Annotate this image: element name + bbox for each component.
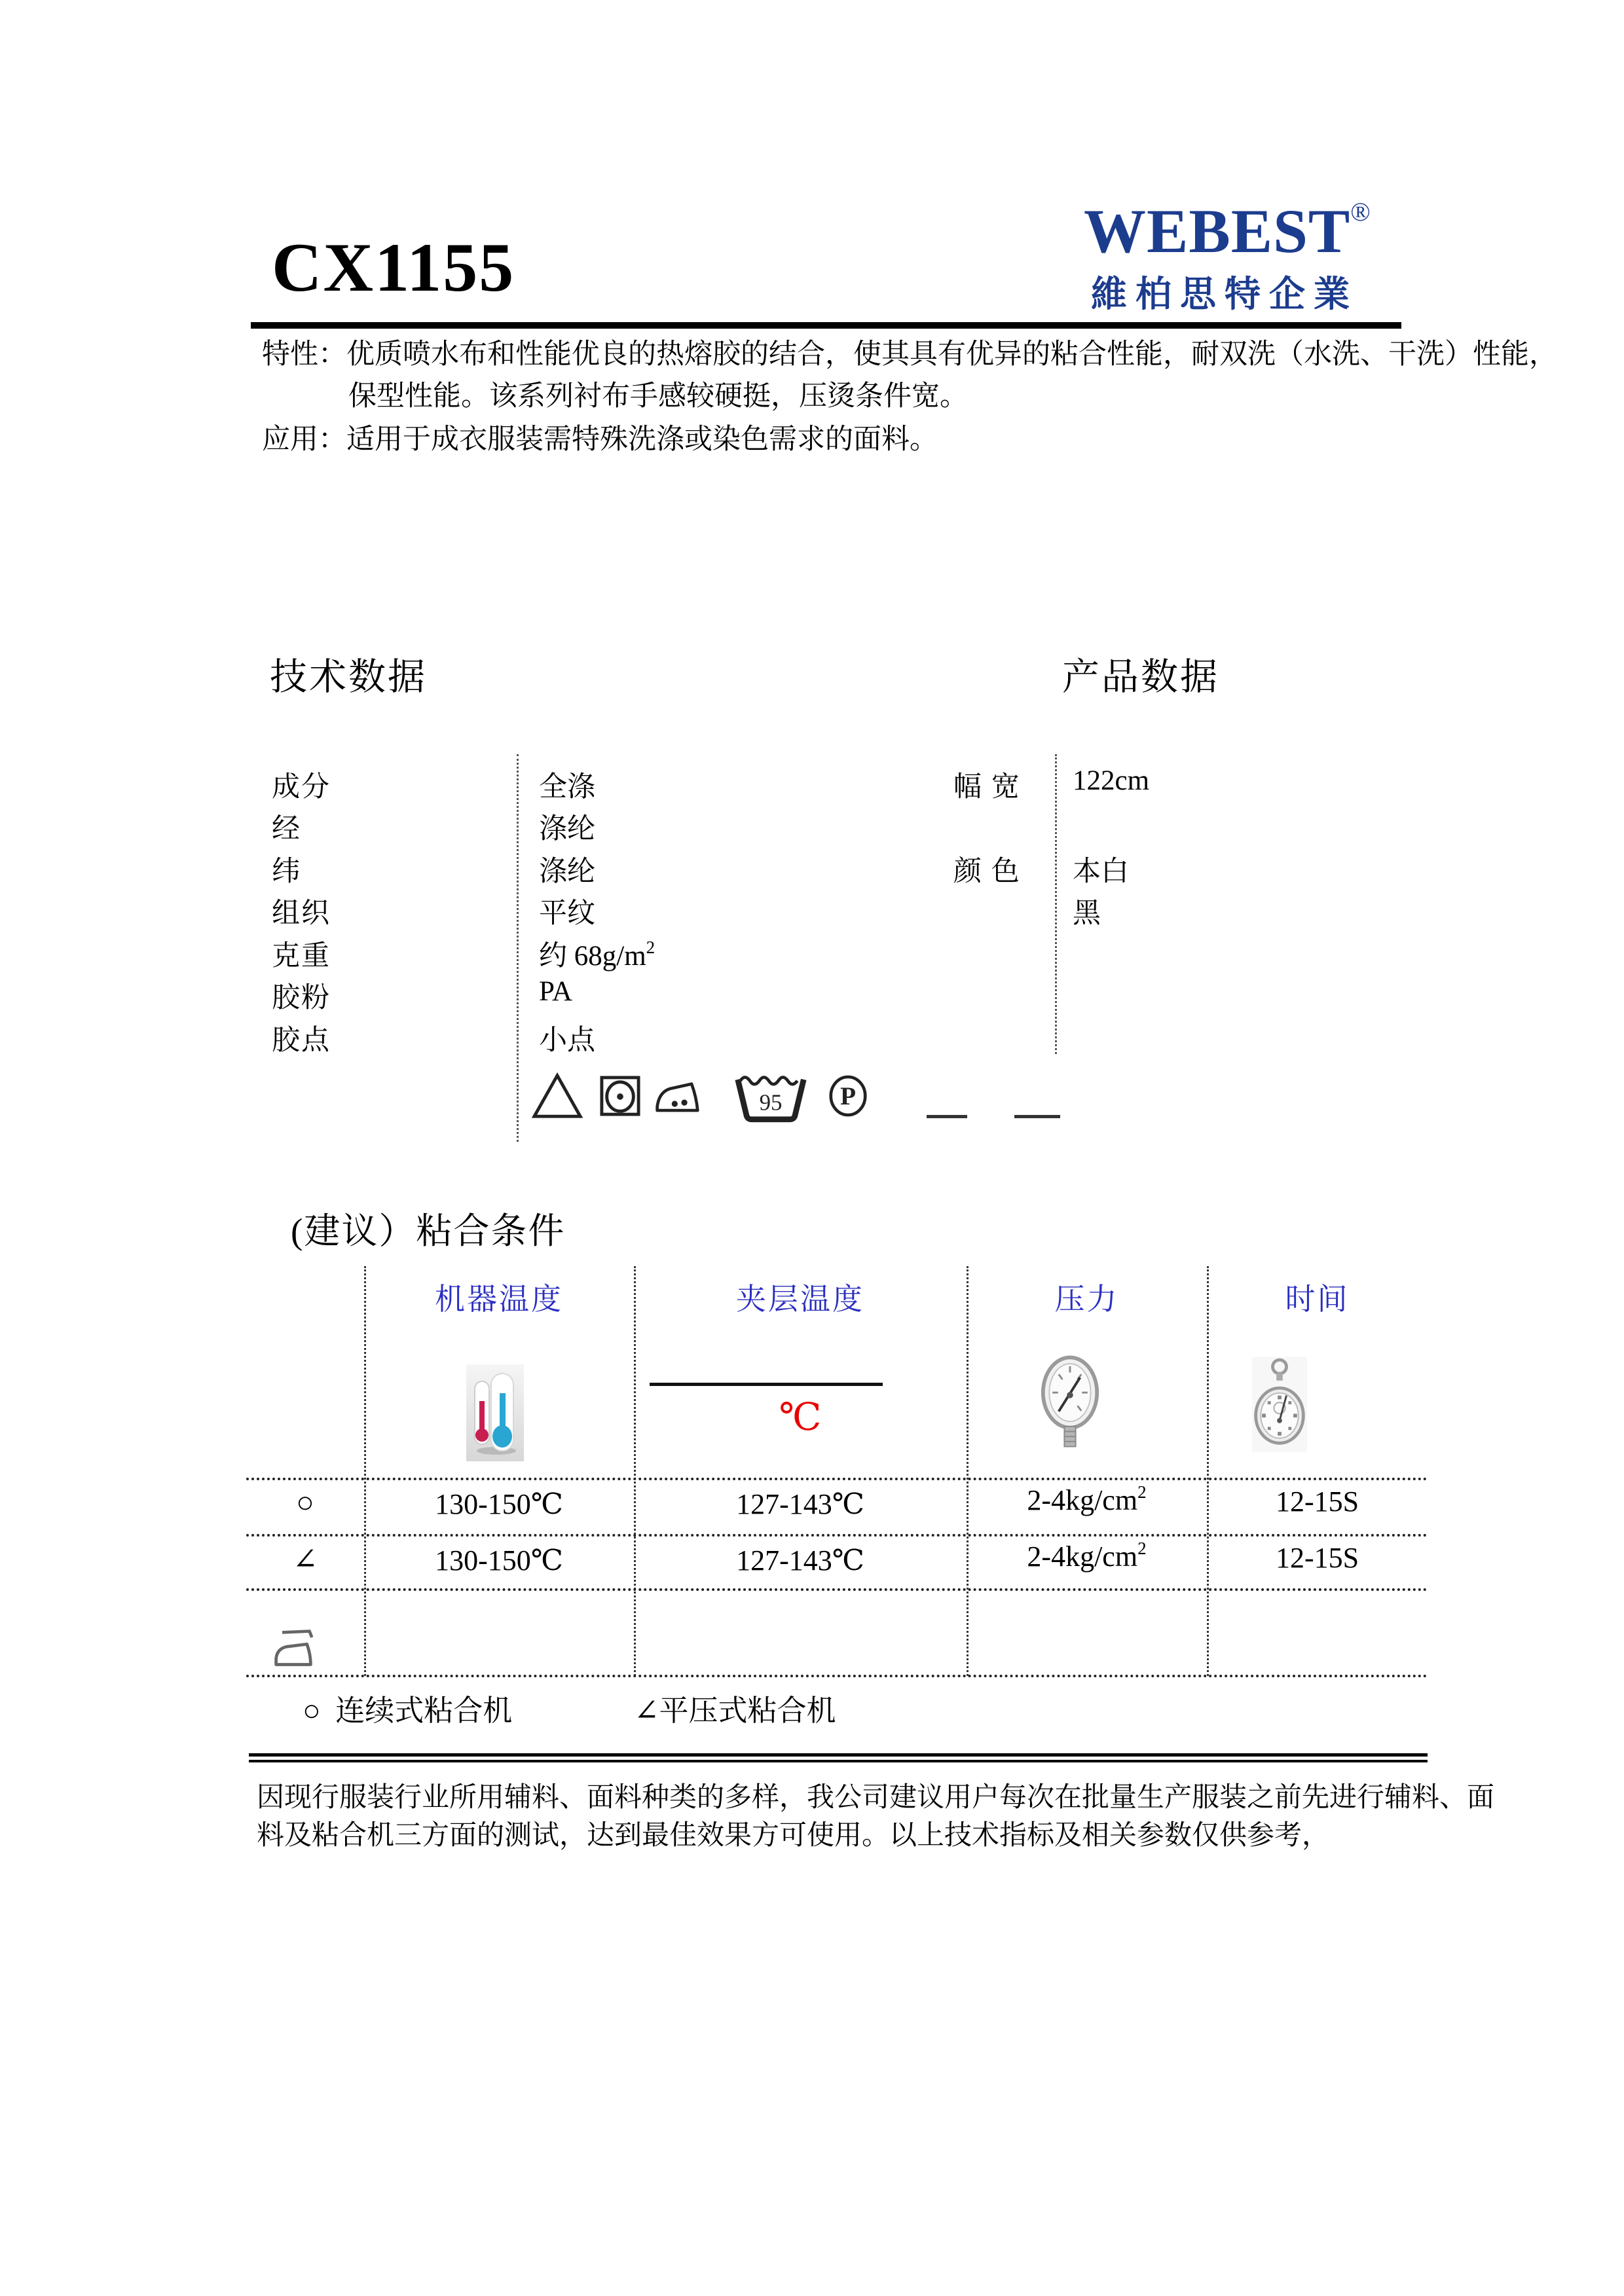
machine-temp-value: 130-150℃ [435, 1488, 563, 1520]
bonding-conditions-table [246, 1266, 1428, 1677]
application-label: 应用： [262, 424, 346, 455]
care-symbols-row [524, 1065, 1060, 1127]
machine-type-symbol: ∠ [292, 1542, 318, 1576]
bond-col-divider [634, 1266, 636, 1676]
width-label: 幅 宽 [953, 772, 1021, 803]
col-header-machine-temp: 机器温度 [435, 1283, 563, 1316]
angle-symbol: ∠ [634, 1694, 659, 1727]
bond-col-divider [967, 1266, 969, 1676]
pressure-superscript: 2 [1137, 1482, 1147, 1502]
care-blank-line [927, 1115, 967, 1118]
features-label: 特性： [262, 339, 346, 370]
celsius-symbol: ℃ [779, 1396, 822, 1438]
dry-clean-p-icon [828, 1074, 868, 1118]
bond-row-divider [246, 1478, 1428, 1480]
col-header-pressure: 压力 [1054, 1283, 1119, 1316]
stopwatch-icon [1251, 1355, 1308, 1457]
tech-row-label: 胶点 [272, 1025, 331, 1056]
iron-machine-icon [271, 1626, 316, 1673]
tech-row-value: 涤纶 [539, 856, 595, 887]
page-title: CX1155 [272, 229, 515, 306]
time-value: 12-15S [1275, 1542, 1359, 1574]
application-text: 适用于成衣服装需特殊洗涤或染色需求的面料。 [346, 424, 938, 455]
tech-row-value: 平纹 [539, 898, 595, 929]
care-blank-line [1014, 1115, 1060, 1118]
tech-row-label: 纬 [272, 856, 301, 887]
dry-clean-letter: P [840, 1082, 857, 1111]
wash-temp-text: 95 [759, 1089, 783, 1116]
features-text1: 优质喷水布和性能优良的热熔胶的结合，使其具有优异的粘合性能，耐双洗（水洗、干洗）性能， [346, 339, 1557, 370]
col-header-time: 时间 [1285, 1283, 1350, 1316]
weight-superscript: 2 [646, 938, 655, 957]
do-not-bleach-triangle-icon [532, 1072, 583, 1120]
pressure-gauge-icon [1040, 1353, 1100, 1468]
pressure-text: 2-4kg/cm [1027, 1484, 1138, 1516]
footer-divider [249, 1753, 1428, 1762]
pressure-value [967, 1539, 1207, 1573]
bond-col-divider [364, 1266, 366, 1676]
company-logo [1084, 196, 1371, 317]
bonding-conditions-title: (建议）粘合条件 [291, 1211, 566, 1251]
legend-continuous-machine [303, 1686, 512, 1729]
machine-temp-value: 130-150℃ [435, 1544, 563, 1576]
pressure-superscript: 2 [1137, 1539, 1147, 1558]
features-line1 [262, 338, 1557, 372]
time-value: 12-15S [1275, 1485, 1359, 1518]
tech-row-value: 小点 [539, 1025, 595, 1056]
tech-row-label: 胶粉 [272, 983, 331, 1013]
logo-wordmark [1084, 196, 1371, 266]
bond-table-bottom-divider [246, 1675, 1428, 1677]
technical-data-title: 技术数据 [270, 657, 427, 698]
tech-row-label: 克重 [272, 941, 331, 972]
technical-table-divider [517, 754, 519, 1142]
tech-row-label: 经 [272, 814, 301, 845]
color-value-2: 黑 [1073, 898, 1101, 929]
product-table-divider [1055, 754, 1057, 1054]
tech-row-value: PA [539, 976, 573, 1007]
tech-row-value [539, 934, 655, 974]
tech-row-value: 全涤 [539, 772, 595, 803]
interlayer-temp-value: 127-143℃ [736, 1488, 864, 1520]
wash-95-icon [733, 1069, 809, 1123]
pressure-text: 2-4kg/cm [1027, 1540, 1138, 1573]
logo-company-name: 維柏思特企業 [1090, 274, 1358, 314]
width-value: 122cm [1073, 765, 1150, 796]
disclaimer-line1: 因现行服装行业所用辅料、面料种类的多样，我公司建议用户每次在批量生产服装之前先进行辅料、面 [257, 1783, 1495, 1813]
color-value-1: 本白 [1073, 856, 1129, 887]
col-header-interlayer-temp: 夹层温度 [736, 1283, 864, 1316]
logo-brand-text: WEBEST [1084, 196, 1351, 266]
weight-value: 约 68g/m [539, 941, 646, 972]
disclaimer-line2: 料及粘合机三方面的测试，达到最佳效果方可使用。以上技术指标及相关参数仅供参考， [257, 1821, 1330, 1851]
product-data-title: 产品数据 [1062, 657, 1219, 698]
tech-row-value: 涤纶 [539, 814, 595, 845]
features-line2: 保型性能。该系列衬布手感较硬挺，压烫条件宽。 [348, 381, 968, 412]
interlayer-temp-line [650, 1383, 883, 1386]
circle-symbol: ○ [303, 1694, 321, 1727]
tech-row-label: 组织 [272, 898, 331, 929]
tech-row-label: 成分 [272, 772, 331, 803]
application-line [262, 423, 938, 457]
bond-row-divider [246, 1588, 1428, 1591]
tumble-dry-one-dot-icon [600, 1075, 640, 1117]
registered-trademark-icon: ® [1350, 197, 1371, 227]
legend-flat-press-machine [634, 1686, 836, 1729]
color-label: 颜 色 [953, 856, 1021, 887]
pressure-value [967, 1482, 1207, 1517]
iron-two-dots-icon [654, 1078, 700, 1114]
bond-row-divider [246, 1534, 1428, 1537]
machine-type-symbol: ○ [296, 1485, 314, 1519]
bond-col-divider [1207, 1266, 1209, 1676]
legend-label: 平压式粘合机 [659, 1694, 836, 1727]
interlayer-temp-value: 127-143℃ [736, 1544, 864, 1576]
legend-label: 连续式粘合机 [335, 1694, 513, 1727]
header-divider [251, 322, 1401, 329]
thermometer-icon [466, 1364, 524, 1465]
